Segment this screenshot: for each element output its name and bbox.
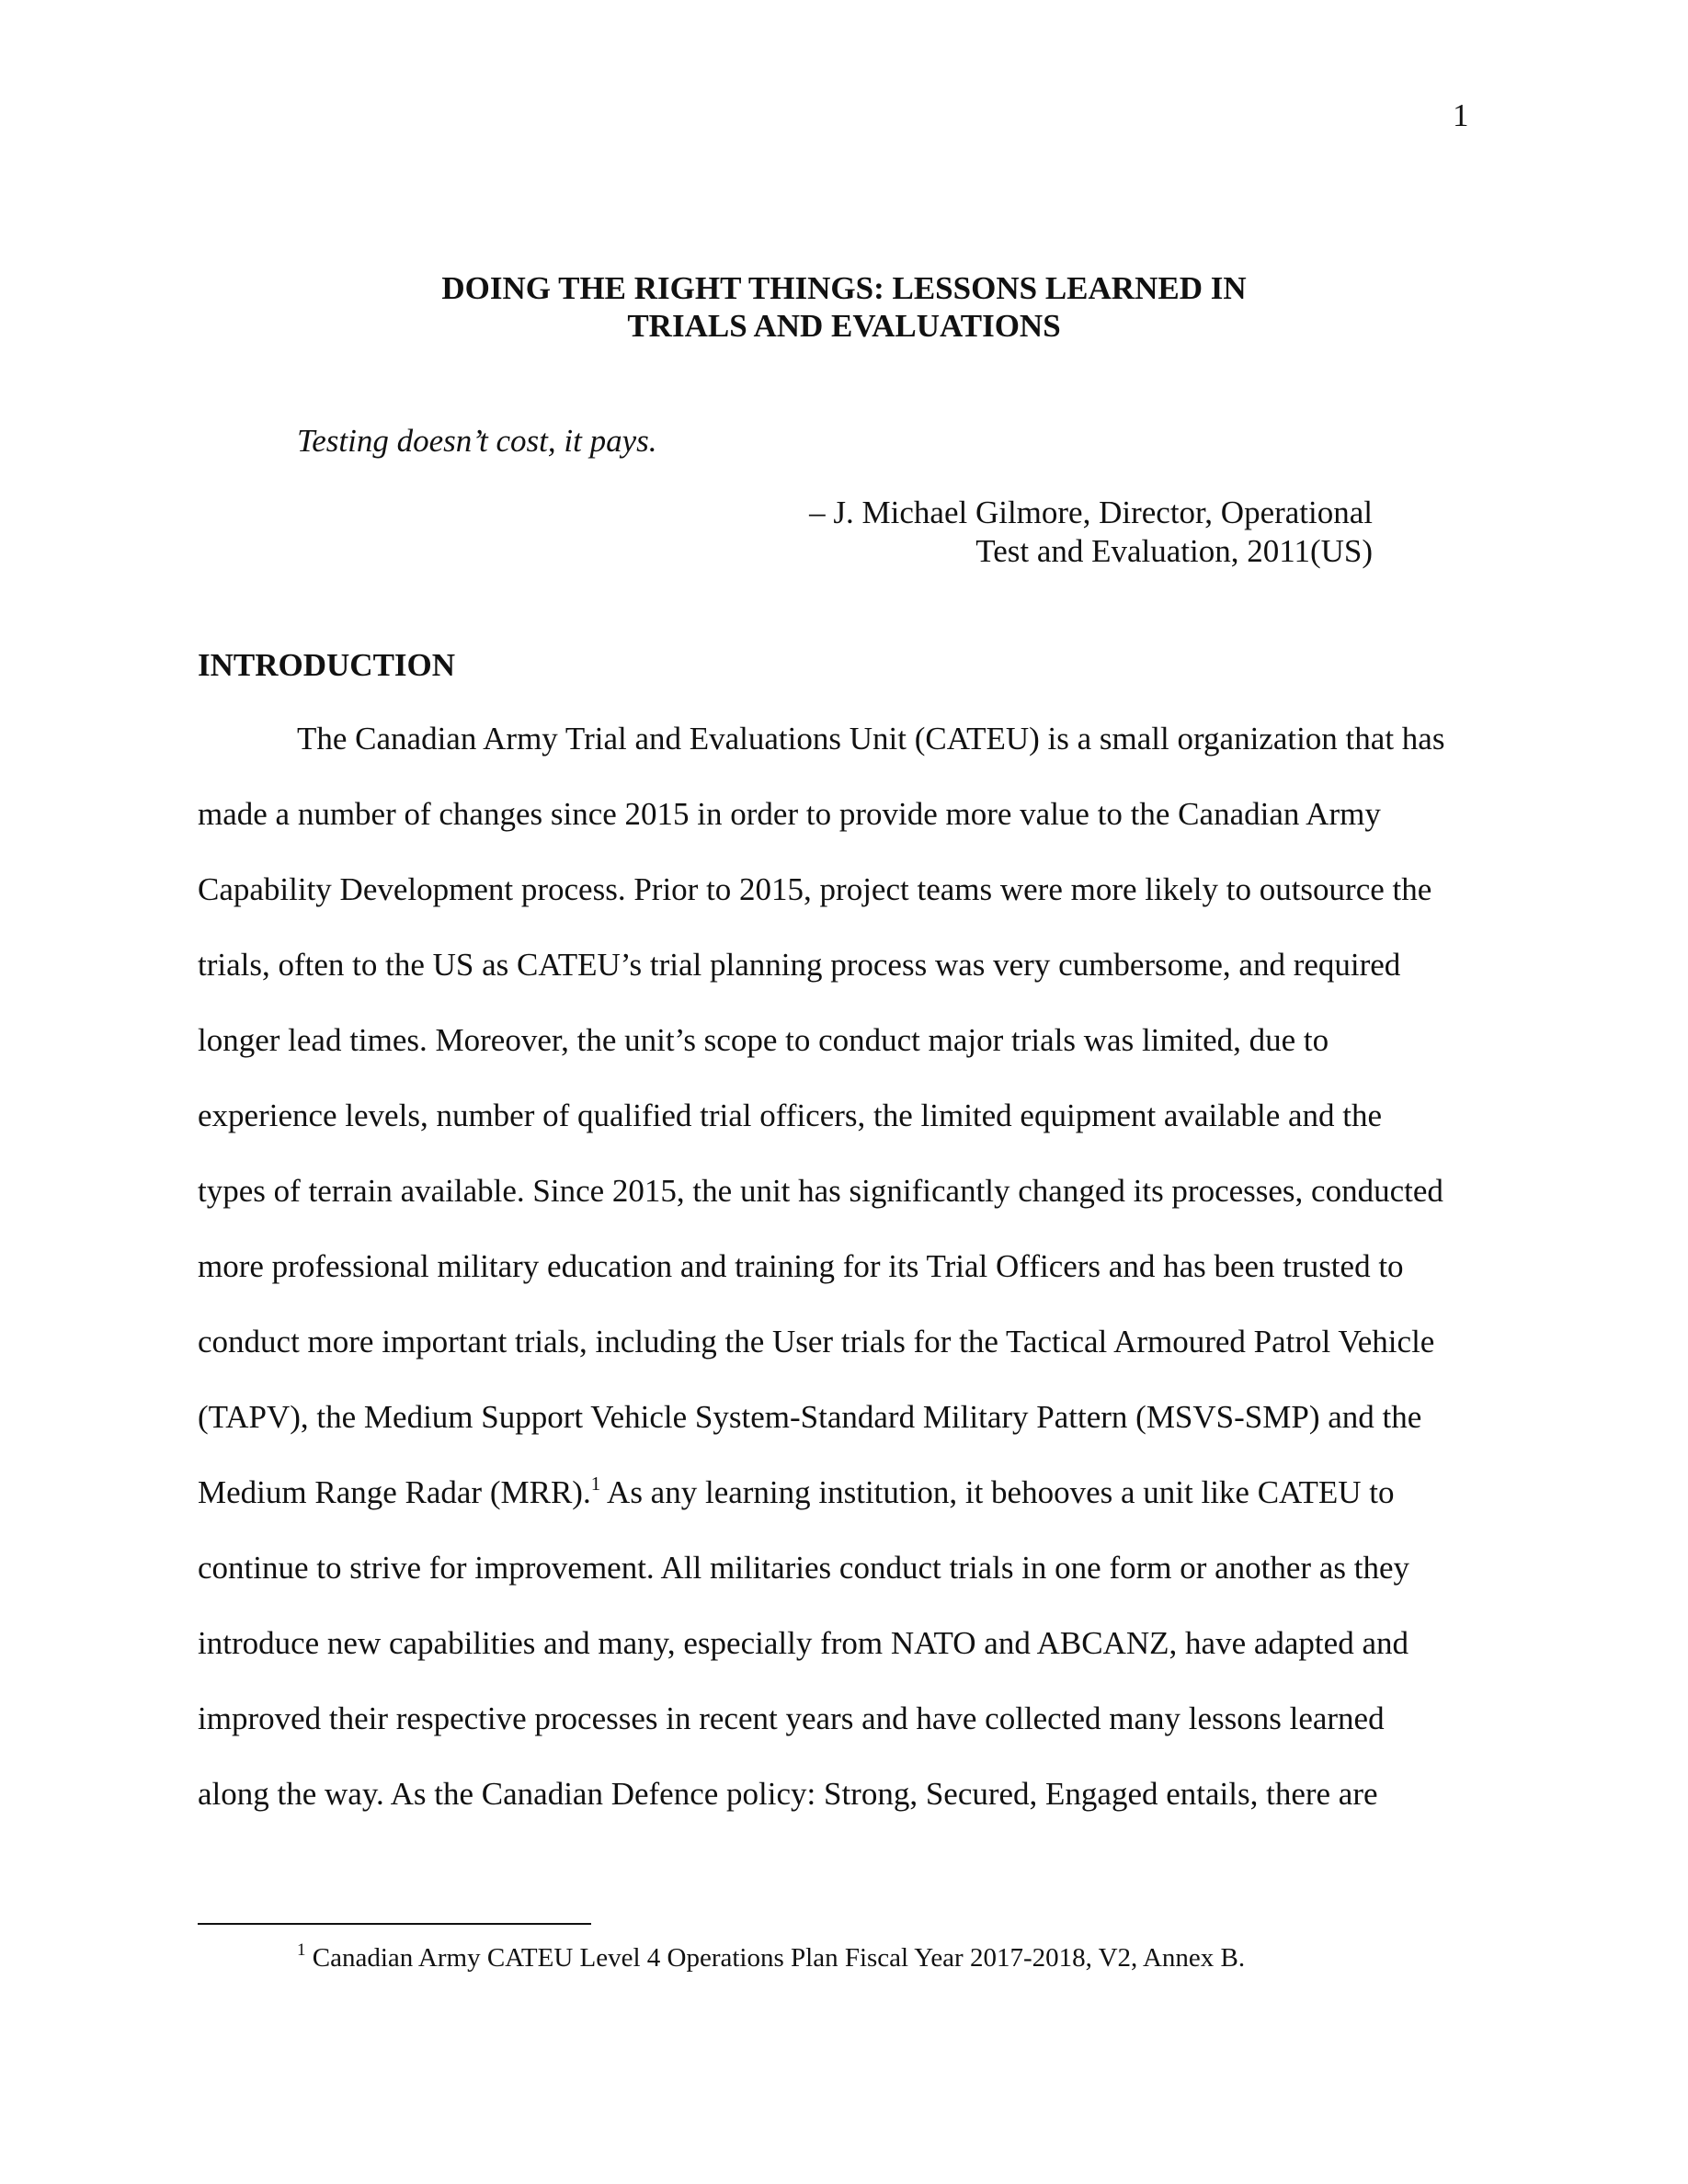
body-line: experience levels, number of qualified trial officers, the limited equipment available and the (198, 1098, 1383, 1133)
body-line: made a number of changes since 2015 in order to provide more value to the Canadian Army (198, 796, 1381, 832)
body-line: improved their respective processes in recent years and have collected many lessons learned (198, 1701, 1385, 1736)
title-line-1: DOING THE RIGHT THINGS: LESSONS LEARNED IN (441, 270, 1247, 306)
title-line-2: TRIALS AND EVALUATIONS (627, 308, 1061, 344)
body-line: introduce new capabilities and many, especially from NATO and ABCANZ, have adapted and (198, 1625, 1409, 1661)
body-line: longer lead times. Moreover, the unit’s scope to conduct major trials was limited, due to (198, 1022, 1329, 1058)
body-line: types of terrain available. Since 2015, the unit has significantly changed its processes, conducted (198, 1173, 1443, 1209)
body-line: conduct more important trials, including the User trials for the Tactical Armoured Patrol Vehicle (198, 1324, 1435, 1359)
body-line: Capability Development process. Prior to 2015, project teams were more likely to outsource the (198, 871, 1432, 907)
epigraph-attribution-line-2: Test and Evaluation, 2011(US) (975, 533, 1373, 569)
body-line-with-footnote-ref (198, 1473, 1394, 1512)
body-line: trials, often to the US as CATEU’s trial planning process was very cumbersome, and required (198, 947, 1401, 983)
epigraph-quote: Testing doesn’t cost, it pays. (297, 423, 657, 459)
body-line: more professional military education and training for its Trial Officers and has been trusted to (198, 1248, 1404, 1284)
footnote-separator (198, 1923, 591, 1925)
body-line: The Canadian Army Trial and Evaluations Unit (CATEU) is a small organization that has (297, 721, 1445, 756)
body-line-text: Medium Range Radar (MRR). (198, 1474, 591, 1510)
footnote-text: Canadian Army CATEU Level 4 Operations Plan Fiscal Year 2017-2018, V2, Annex B. (305, 1943, 1246, 1973)
body-line: (TAPV), the Medium Support Vehicle System-Standard Military Pattern (MSVS-SMP) and the (198, 1399, 1422, 1435)
footnote-reference[interactable]: 1 (590, 1473, 601, 1495)
body-line: continue to strive for improvement. All militaries conduct trials in one form or another as they (198, 1550, 1410, 1586)
body-line: along the way. As the Canadian Defence policy: Strong, Secured, Engaged entails, there are (198, 1776, 1378, 1812)
page-number: 1 (1453, 97, 1469, 133)
body-line-continuation: As any learning institution, it behooves a unit like CATEU to (600, 1474, 1395, 1510)
section-heading: INTRODUCTION (198, 647, 456, 683)
footnote-marker: 1 (297, 1940, 306, 1960)
footnote (297, 1941, 1245, 1974)
epigraph-attribution-line-1: – J. Michael Gilmore, Director, Operational (809, 495, 1373, 530)
